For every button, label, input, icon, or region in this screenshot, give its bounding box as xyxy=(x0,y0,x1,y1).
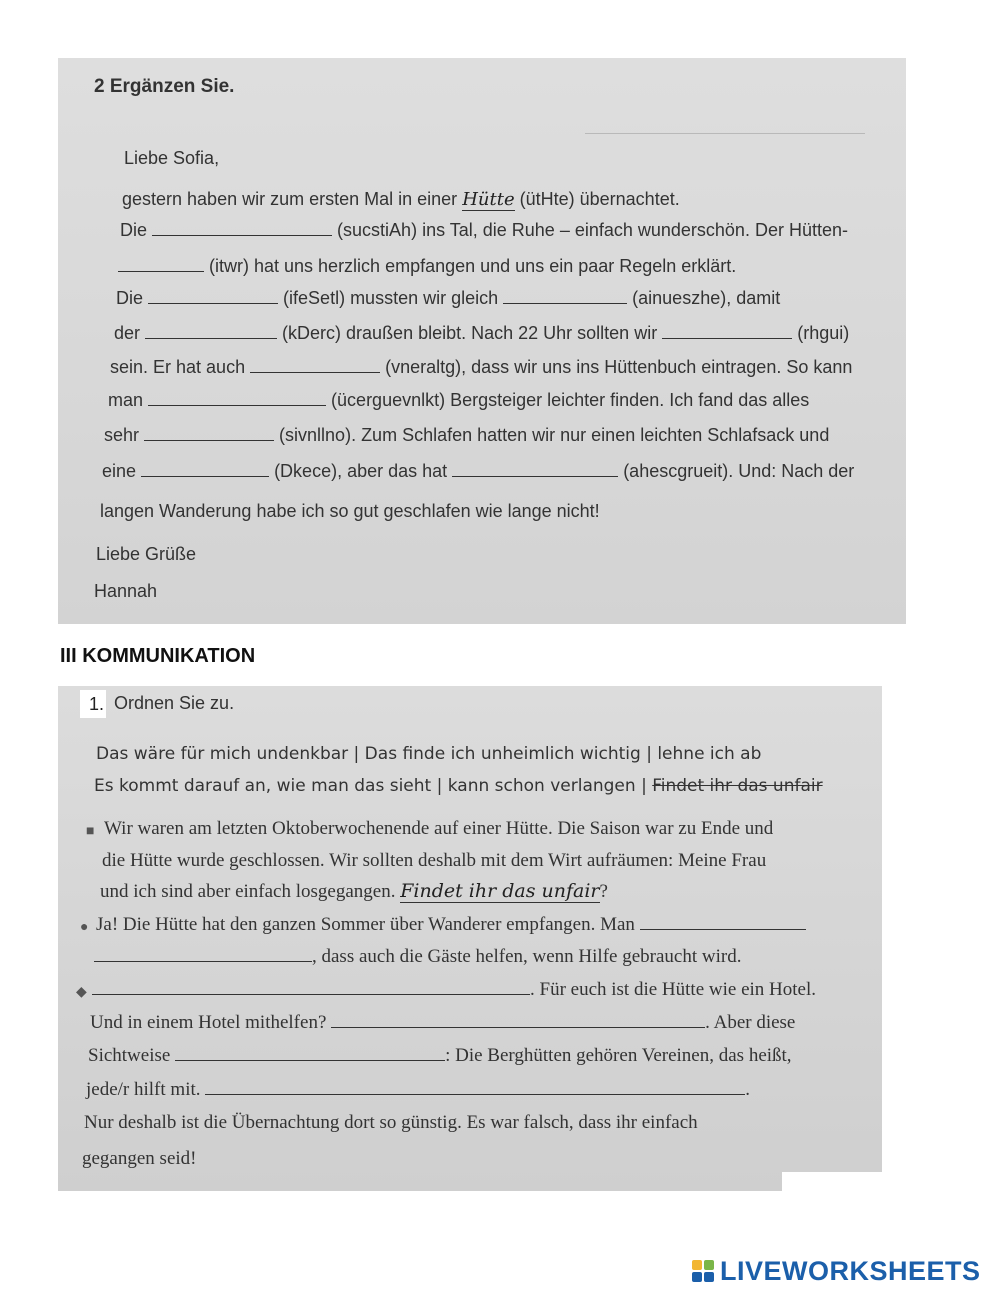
dialogue-line-8: Sichtweise : Die Berghütten gehören Vereinen, das heißt, xyxy=(88,1045,792,1066)
letter-line-2: Die (sucstiAh) ins Tal, die Ruhe – einfach wunderschön. Der Hütten- xyxy=(120,220,848,240)
gap-ifeSetl[interactable] xyxy=(148,287,278,304)
gap-Dkece[interactable] xyxy=(141,460,269,477)
gap-ahescgrueit[interactable] xyxy=(452,460,618,477)
letter-line-8: sehr (sivnllno). Zum Schlafen hatten wir nur einen leichten Schlafsack und xyxy=(104,425,830,445)
letter-closing: Liebe Grüße xyxy=(96,544,197,564)
scan-cut-corner xyxy=(782,1172,882,1192)
gap-dialogue-6[interactable] xyxy=(205,1078,745,1095)
speaker-c-icon: ◆ xyxy=(76,983,87,999)
dialogue-line-9: jede/r hilft mit. . xyxy=(86,1079,751,1100)
dialogue-line-6: . Für euch ist die Hütte wie ein Hotel. xyxy=(92,978,816,1001)
dialogue-line-1: Wir waren am letzten Oktoberwochenende auf einer Hütte. Die Saison war zu Ende und xyxy=(104,818,774,839)
scan-artifact-line xyxy=(585,133,865,134)
gap-dialogue-3[interactable] xyxy=(92,978,530,995)
letter-line-4: Die (ifeSetl) mussten wir gleich (ainueszhe), damit xyxy=(116,288,781,308)
gap-vneraltg[interactable] xyxy=(250,356,380,373)
liveworksheets-logo xyxy=(692,1254,981,1288)
exercise-2-title: 2 Ergänzen Sie. xyxy=(94,76,235,97)
speaker-b-icon: ● xyxy=(80,918,89,934)
letter-line-6: sein. Er hat auch (vneraltg), dass wir uns ins Hüttenbuch eintragen. So kann xyxy=(110,357,853,377)
word-bank-used-phrase: Findet ihr das unfair xyxy=(652,776,823,796)
exercise-1-title: Ordnen Sie zu. xyxy=(114,693,235,713)
exercise-number: 1. xyxy=(89,694,105,714)
word-bank-line-1: Das wäre für mich undenkbar | Das finde ich unheimlich wichtig | lehne ich ab xyxy=(96,744,762,764)
gap-kDerc[interactable] xyxy=(145,322,277,339)
dialogue-line-11: gegangen seid! xyxy=(82,1148,197,1169)
gap-uecerguevnlkt[interactable] xyxy=(148,389,326,406)
dialogue-line-7: Und in einem Hotel mithelfen? . Aber diese xyxy=(90,1012,796,1033)
gap-dialogue-4[interactable] xyxy=(331,1011,705,1028)
letter-line-10: langen Wanderung habe ich so gut geschlafen wie lange nicht! xyxy=(100,501,600,521)
letter-line-5: der (kDerc) draußen bleibt. Nach 22 Uhr sollten wir (rhgui) xyxy=(114,323,850,343)
logo-grid-icon xyxy=(692,1260,714,1282)
gap-ainueszhe[interactable] xyxy=(503,287,627,304)
word-bank-line-2: Es kommt darauf an, wie man das sieht | kann schon verlangen | Findet ihr das unfair xyxy=(94,776,823,796)
dialogue-line-2: die Hütte wurde geschlossen. Wir sollten deshalb mit dem Wirt aufräumen: Meine Frau xyxy=(102,850,767,871)
gap-rhgui[interactable] xyxy=(662,322,792,339)
dialogue-line-4: Ja! Die Hütte hat den ganzen Sommer über Wanderer empfangen. Man xyxy=(96,913,806,936)
letter-line-1: gestern haben wir zum ersten Mal in einer Hütte (ütHte) übernachtet. xyxy=(122,189,680,210)
speaker-a-icon: ■ xyxy=(86,822,95,838)
gap-dialogue-2[interactable] xyxy=(94,945,312,962)
section-heading: III KOMMUNIKATION xyxy=(60,645,256,667)
answer-huette: Hütte xyxy=(462,189,515,210)
dialogue-line-3: und ich sind aber einfach losgegangen. Findet ihr das unfair? xyxy=(100,880,608,902)
gap-sucstiAh[interactable] xyxy=(152,219,332,236)
letter-line-3: (itwr) hat uns herzlich empfangen und uns ein paar Regeln erklärt. xyxy=(118,255,736,277)
letter-signature: Hannah xyxy=(94,581,158,601)
gap-sivnllno[interactable] xyxy=(144,424,274,441)
letter-greeting: Liebe Sofia, xyxy=(124,148,220,168)
gap-dialogue-1[interactable] xyxy=(640,913,806,930)
dialogue-line-5: , dass auch die Gäste helfen, wenn Hilfe gebraucht wird. xyxy=(94,945,741,968)
logo-text: LIVEWORKSHEETS xyxy=(720,1255,981,1286)
gap-itwr[interactable] xyxy=(118,255,204,272)
letter-line-9: eine (Dkece), aber das hat (ahescgrueit). Und: Nach der xyxy=(102,461,855,481)
handwritten-answer: Findet ihr das unfair xyxy=(400,880,600,902)
dialogue-line-10: Nur deshalb ist die Übernachtung dort so günstig. Es war falsch, dass ihr einfach xyxy=(84,1112,698,1133)
gap-dialogue-5[interactable] xyxy=(175,1044,445,1061)
letter-line-7: man (ücerguevnlkt) Bergsteiger leichter finden. Ich fand das alles xyxy=(108,390,810,410)
